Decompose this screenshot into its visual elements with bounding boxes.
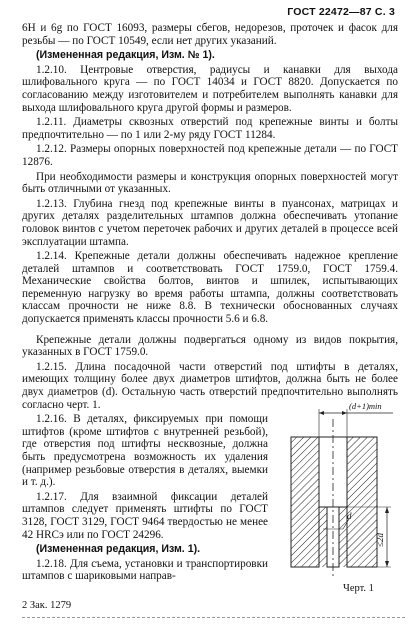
footer-rule	[22, 617, 405, 618]
dim-side-label: ≤2d	[375, 533, 385, 547]
paragraph: 1.2.15. Длина посадочной части отверстий под штифты в деталях, имеющих толщину более двух диаметров штифтов, должна быть не более двух диаметров (d). Остальную часть отверстий предпочтительно выполнять согласно черт. 1.	[22, 360, 398, 411]
paragraph: 1.2.12. Размеры опорных поверхностей под крепежные детали — по ГОСТ 12876.	[22, 143, 398, 168]
pin-hole-drawing	[285, 399, 405, 614]
page-header: ГОСТ 22472—87 С. 3	[287, 6, 395, 18]
paragraph: Крепежные детали должны подвергаться одному из видов покрытия, указанных в ГОСТ 1759.0.	[22, 333, 398, 359]
paragraph: 1.2.18. Для съема, установки и транспортировки штампов с шариковыми направ-	[22, 557, 268, 583]
paragraph: 1.2.10. Центровые отверстия, радиусы и канавки для выхода шлифовального круга — по ГОСТ 14034 и ГОСТ 8820. Допускается по согласованию между изготовителем и потребителем выполнять канавки для выхода шлифовального круга другой формы и размеров.	[22, 63, 398, 114]
amendment-note: (Измененная редакция, Изм. 1).	[36, 543, 201, 556]
paragraph: 1.2.13. Глубина гнезд под крепежные винты в пуансонах, матрицах и других деталях разделительных штампов должна обеспечивать утопание головок винтов с учетом переточек рабочих и других деталей в процессе всей эксплуатации штампа.	[22, 197, 398, 248]
page-footer: 2 Зак. 1279	[22, 600, 72, 611]
text-beside-figure	[22, 413, 268, 583]
paragraph: 1.2.14. Крепежные детали должны обеспечивать надежное крепление деталей штампов и соответствовать ГОСТ 1759.0, ГОСТ 1759.4. Механические свойства болтов, винтов и шпилек, испытывающих переменную нагрузку во время работы штампа, должны соответствовать классам прочности не ниже 8.8. В технически обоснованных случаях допускается применять классы прочности 5.6 и 6.8.	[22, 250, 398, 326]
drawing-figure	[285, 399, 405, 614]
figure-caption: Черт. 1	[343, 583, 374, 594]
dim-top-label: (d+1)min	[349, 401, 382, 411]
paragraph: 1.2.16. В деталях, фиксируемых при помощи штифтов (кроме штифтов с внутренней резьбой), где отверстия под штифты несквозные, должна быть предусмотрена возможность их удаления (например резьбовые отверстия в деталях, выемки и т. д.).	[22, 413, 268, 489]
paragraph: При необходимости размеры и конструкция опорных поверхностей могут быть отличными от указанных.	[22, 170, 398, 196]
paragraph: 1.2.17. Для взаимной фиксации деталей штампов следует применять штифты по ГОСТ 3128, ГОСТ 3129, ГОСТ 9464 твердостью не менее 42 HRCэ или по ГОСТ 24296.	[22, 490, 268, 541]
amendment-note: (Измененная редакция, Изм. № 1).	[36, 49, 215, 62]
paragraph: 1.2.11. Диаметры сквозных отверстий под крепежные винты и болты предпочтительно — по 1 или 2-му ряду ГОСТ 11284.	[22, 116, 398, 141]
paragraph: 6H и 6g по ГОСТ 16093, размеры сбегов, недорезов, проточек и фасок для резьбы — по ГОСТ 10549, если нет других указаний.	[22, 22, 398, 47]
dim-d-label: d	[347, 511, 352, 521]
